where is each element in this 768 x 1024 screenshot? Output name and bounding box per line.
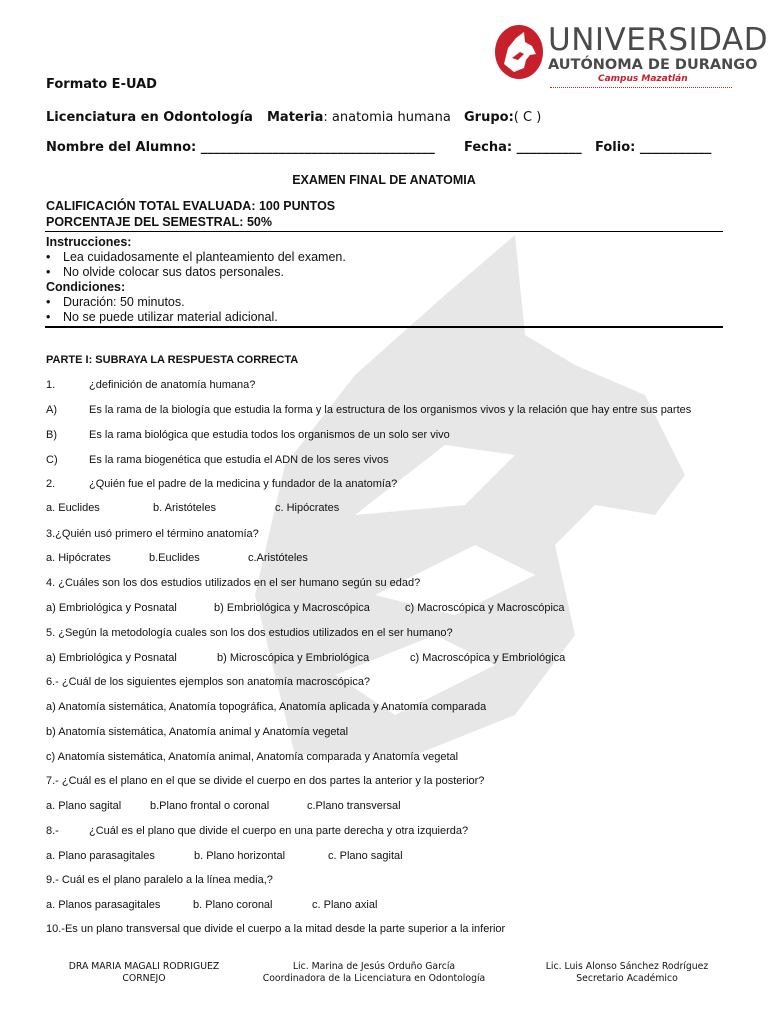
program-label: Licenciatura en Odontología bbox=[46, 110, 253, 125]
group-label: Grupo: bbox=[464, 110, 514, 125]
wolf-logo-icon bbox=[494, 24, 544, 80]
condition-item: • Duración: 50 minutos. bbox=[46, 295, 346, 310]
instruction-item: • No olvide colocar sus datos personales. bbox=[46, 265, 346, 280]
answer-options-row bbox=[46, 799, 401, 813]
answer-options-row bbox=[46, 601, 565, 615]
question-4: 4. ¿Cuáles son los dos estudios utilizados en el ser humano según su edad? bbox=[46, 577, 421, 589]
answer-option: a. Euclides bbox=[46, 502, 100, 514]
question-3: 3.¿Quién usó primero el término anatomía? bbox=[46, 528, 259, 540]
logo-subname: AUTÓNOMA DE DURANGO bbox=[548, 57, 758, 73]
signature-title: Coordinadora de la Licenciatura en Odontología bbox=[262, 973, 486, 984]
answer-options-row bbox=[46, 501, 340, 515]
answer-option: b. Aristóteles bbox=[153, 502, 216, 514]
subject-value: : anatomia humana bbox=[323, 110, 451, 125]
question-number: 2. bbox=[46, 478, 56, 490]
total-score: CALIFICACIÓN TOTAL EVALUADA: 100 PUNTOS bbox=[46, 199, 336, 213]
exam-title: EXAMEN FINAL DE ANATOMIA bbox=[292, 173, 476, 187]
question-6: 6.- ¿Cuál de los siguientes ejemplos son anatomía macroscópica? bbox=[46, 676, 371, 688]
bottom-rule bbox=[45, 326, 723, 328]
option-text: Es la rama biológica que estudia todos los organismos de un solo ser vivo bbox=[89, 429, 450, 441]
answer-option: c) Anatomía sistemática, Anatomía animal, Anatomía comparada y Anatomía vegetal bbox=[46, 751, 459, 763]
answer-option: b) Embriológica y Macroscópica bbox=[214, 602, 370, 614]
signature-name: Lic. Marina de Jesús Orduño García bbox=[292, 961, 456, 972]
signature-title: Secretario Académico bbox=[576, 973, 678, 984]
answer-option: a. Plano sagital bbox=[46, 800, 122, 812]
question-8 bbox=[46, 824, 469, 838]
signature-name: DRA MARIA MAGALI RODRIGUEZ bbox=[68, 961, 220, 972]
answer-option bbox=[46, 403, 692, 417]
option-letter: C) bbox=[46, 454, 58, 466]
option-text: Es la rama biogenética que estudia el ADN de los seres vivos bbox=[89, 454, 389, 466]
conditions-heading: Condiciones: bbox=[46, 280, 126, 294]
answer-option: b) Microscópica y Embriológica bbox=[217, 652, 370, 664]
answer-options-row bbox=[46, 651, 566, 665]
answer-option: a. Planos parasagitales bbox=[46, 899, 161, 911]
answer-option bbox=[46, 453, 389, 467]
instructions-heading: Instrucciones: bbox=[46, 235, 132, 249]
signature-block bbox=[44, 961, 244, 985]
question-1 bbox=[46, 378, 256, 392]
answer-option: b. Plano horizontal bbox=[194, 850, 286, 862]
logo-university-name: UNIVERSIDAD bbox=[548, 22, 768, 58]
answer-option: a. Plano parasagitales bbox=[46, 850, 155, 862]
question-2 bbox=[46, 477, 398, 491]
university-logo bbox=[494, 22, 768, 96]
answer-option: a) Embriológica y Posnatal bbox=[46, 652, 177, 664]
question-10: 10.-Es un plano transversal que divide el cuerpo a la mitad desde la parte superior a la inferior bbox=[46, 923, 506, 935]
answer-option: c) Macroscópica y Embriológica bbox=[410, 652, 566, 664]
question-text: ¿Quién fue el padre de la medicina y fundador de la anatomía? bbox=[89, 478, 398, 490]
semester-percent: PORCENTAJE DEL SEMESTRAL: 50% bbox=[46, 215, 272, 229]
part1-title: PARTE I: SUBRAYA LA RESPUESTA CORRECTA bbox=[46, 354, 299, 366]
answer-option: a) Anatomía sistemática, Anatomía topográfica, Anatomía aplicada y Anatomía comparada bbox=[46, 701, 487, 713]
option-letter: A) bbox=[46, 404, 57, 416]
top-rule bbox=[45, 231, 723, 232]
student-name-field: Nombre del Alumno: ____________________________________ bbox=[46, 140, 435, 155]
option-letter: B) bbox=[46, 429, 57, 441]
condition-item: • No se puede utilizar material adicional. bbox=[46, 310, 346, 325]
logo-divider bbox=[550, 87, 732, 88]
answer-option: c) Macroscópica y Macroscópica bbox=[405, 602, 565, 614]
answer-options-row bbox=[46, 849, 403, 863]
question-number: 1. bbox=[46, 379, 56, 391]
answer-option: c.Plano transversal bbox=[307, 800, 401, 812]
question-9: 9.- Cuál es el plano paralelo a la línea media,? bbox=[46, 874, 273, 886]
logo-campus: Campus Mazatlán bbox=[598, 74, 688, 84]
answer-option: a. Hipócrates bbox=[46, 552, 111, 564]
answer-option: b.Euclides bbox=[149, 552, 200, 564]
group-value: ( C ) bbox=[513, 110, 542, 125]
question-7: 7.- ¿Cuál es el plano en el que se divide el cuerpo en dos partes la anterior y la posterior? bbox=[46, 775, 485, 787]
subject-label: Materia bbox=[267, 110, 324, 125]
question-5: 5. ¿Según la metodología cuales son los dos estudios utilizados en el ser humano? bbox=[46, 627, 453, 639]
question-text: ¿definición de anatomía humana? bbox=[89, 379, 256, 391]
answer-option: c. Plano axial bbox=[312, 899, 378, 911]
signature-block bbox=[243, 961, 505, 985]
grading-info bbox=[46, 198, 335, 230]
signature-name: Lic. Luis Alonso Sánchez Rodríguez bbox=[545, 961, 709, 972]
format-label: Formato E-UAD bbox=[46, 77, 157, 92]
answer-options-row bbox=[46, 551, 308, 565]
answer-option: b. Plano coronal bbox=[193, 899, 273, 911]
answer-option: c. Hipócrates bbox=[275, 502, 340, 514]
signature-block bbox=[527, 961, 727, 985]
question-number: 8.- bbox=[46, 825, 59, 837]
instructions-block bbox=[46, 235, 346, 325]
signature-title: CORNEJO bbox=[122, 973, 166, 984]
group-field bbox=[464, 110, 541, 125]
answer-option: b.Plano frontal o coronal bbox=[150, 800, 270, 812]
instruction-item: • Lea cuidadosamente el planteamiento del examen. bbox=[46, 250, 346, 265]
subject-field bbox=[267, 110, 451, 125]
date-field: Fecha: __________ bbox=[464, 140, 582, 155]
answer-option: a) Embriológica y Posnatal bbox=[46, 602, 177, 614]
answer-option: b) Anatomía sistemática, Anatomía animal y Anatomía vegetal bbox=[46, 726, 349, 738]
answer-options-row bbox=[46, 898, 378, 912]
question-text: ¿Cuál es el plano que divide el cuerpo en una parte derecha y otra izquierda? bbox=[89, 825, 469, 837]
answer-option bbox=[46, 428, 450, 442]
folio-field: Folio: ___________ bbox=[595, 140, 712, 155]
answer-option: c.Aristóteles bbox=[248, 552, 308, 564]
answer-option: c. Plano sagital bbox=[328, 850, 403, 862]
option-text: Es la rama de la biología que estudia la forma y la estructura de los organismos vivos y la relación que hay entre sus partes bbox=[89, 404, 692, 416]
